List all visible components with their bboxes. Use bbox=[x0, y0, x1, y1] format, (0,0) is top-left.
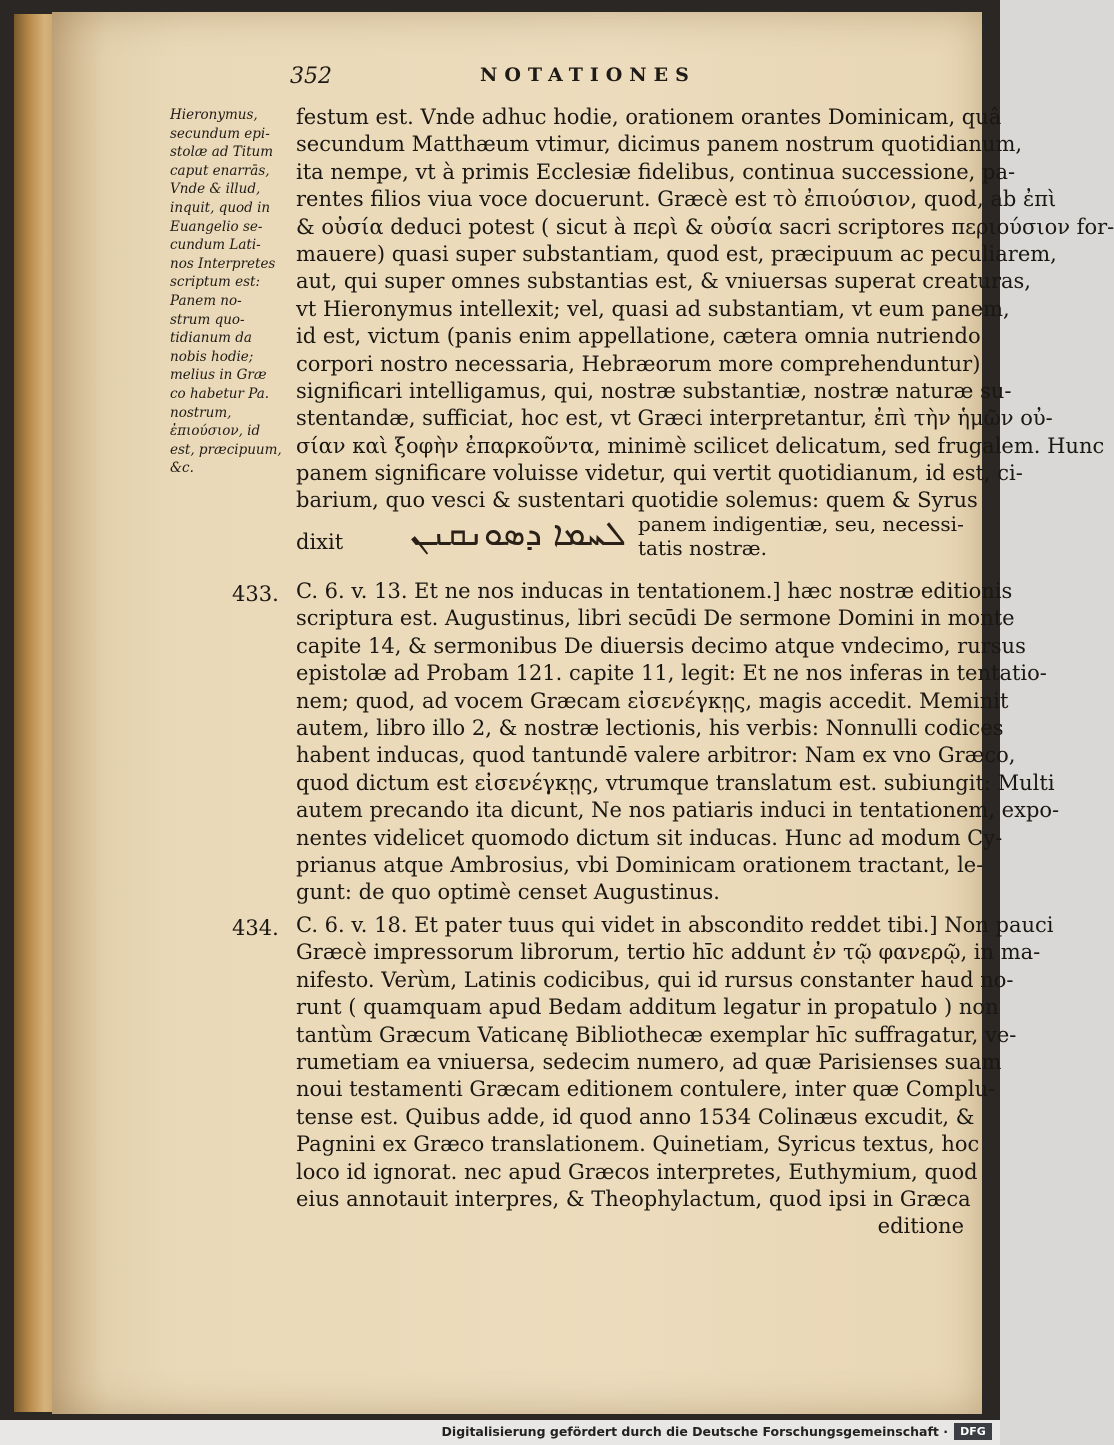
text-line: σίαν καὶ ξοφὴν ἐπαρκοῦντα, minimè scilicet delicatum, sed frugalem. Hunc bbox=[296, 433, 1105, 458]
text-line: panem significare voluisse videtur, qui vertit quotidianum, id est, ci- bbox=[296, 461, 1023, 486]
text-line: C. 6. v. 18. Et pater tuus qui videt in abscondito reddet tibi.] Non pauci bbox=[296, 913, 1054, 937]
text-line: corpori nostro necessaria, Hebræorum more comprehenduntur) bbox=[296, 351, 981, 376]
text-line: nem; quod, ad vocem Græcam εἰσενέγκῃς, magis accedit. Meminit bbox=[296, 688, 1009, 713]
running-head bbox=[290, 64, 960, 104]
syriac-dixit: dixit bbox=[296, 530, 344, 554]
text-line: tense est. Quibus adde, id quod anno 1534 Colinæus excudit, & bbox=[296, 1104, 975, 1129]
text-line: secundum Matthæum vtimur, dicimus panem nostrum quotidianum, bbox=[296, 132, 1023, 157]
text-line: mauere) quasi super substantiam, quod est, præcipuum ac peculiarem, bbox=[296, 241, 1057, 266]
text-line: gunt: de quo optimè censet Augustinus. bbox=[296, 880, 720, 905]
text-line: id est, victum (panis enim appellatione, cætera omnia nutriendo bbox=[296, 324, 981, 349]
text-line: significari intelligamus, qui, nostræ substantiæ, nostræ naturæ su- bbox=[296, 378, 1012, 403]
text-line: prianus atque Ambrosius, vbi Dominicam orationem tractant, le- bbox=[296, 852, 984, 877]
page-number: 352 bbox=[290, 64, 332, 89]
text-line: autem precando ita dicunt, Ne nos patiaris induci in tentationem, expo- bbox=[296, 798, 1060, 823]
text-line: barium, quo vesci & sustentari quotidie solemus: quem & Syrus bbox=[296, 488, 978, 513]
dfg-logo: DFG bbox=[954, 1423, 992, 1440]
text-line: rumetiam ea vniuersa, sedecim numero, ad quæ Parisienses suam bbox=[296, 1049, 1002, 1074]
text-line: runt ( quamquam apud Bedam additum legatur in propatulo ) non bbox=[296, 995, 999, 1020]
body-paragraph-1 bbox=[296, 104, 1114, 515]
text-line: loco id ignorat. nec apud Græcos interpretes, Euthymium, quod bbox=[296, 1159, 978, 1184]
footer-bar bbox=[0, 1420, 1000, 1445]
text-line: scriptura est. Augustinus, libri secūdi De sermone Domini in monte bbox=[296, 606, 1015, 631]
text-line: ita nempe, vt à primis Ecclesiæ fidelibus, continua successione, pa- bbox=[296, 159, 1016, 184]
entry-433-text bbox=[296, 578, 1060, 907]
text-line: Græcè impressorum librorum, tertio hīc addunt ἐν τῷ φανερῷ, in ma- bbox=[296, 940, 1041, 965]
text-line: editione bbox=[877, 1214, 964, 1239]
text-line: Pagnini ex Græco translationem. Quinetiam, Syricus textus, hoc bbox=[296, 1132, 980, 1157]
text-line: quod dictum est εἰσενέγκῃς, vtrumque translatum est. subiungit: Multi bbox=[296, 770, 1055, 795]
text-line: habent inducas, quod tantundē valere arbitror: Nam ex vno Græco, bbox=[296, 743, 1016, 768]
text-line: festum est. Vnde adhuc hodie, orationem orantes Dominicam, quâ bbox=[296, 105, 1002, 129]
text-line: stentandæ, sufficiat, hoc est, vt Græci interpretantur, ἐπὶ τὴν ἡμῶν οὐ- bbox=[296, 406, 1053, 431]
text-line: vt Hieronymus intellexit; vel, quasi ad substantiam, vt eum panem, bbox=[296, 296, 1010, 321]
text-line: nifesto. Verùm, Latinis codicibus, qui id rursus constanter haud no- bbox=[296, 967, 1014, 992]
entry-434-text bbox=[296, 912, 1054, 1241]
text-line: rentes filios viua voce docuerunt. Græcè est τὸ ἐπιούσιον, quod, ab ἐπὶ bbox=[296, 187, 1057, 212]
entry-number: 433. bbox=[232, 582, 279, 606]
text-line: epistolæ ad Probam 121. capite 11, legit: Et ne nos inferas in tentatio- bbox=[296, 661, 1047, 686]
text-line: aut, qui super omnes substantias est, & vniuersas superat creaturas, bbox=[296, 269, 1031, 294]
syriac-gloss-line: panem indigentiæ, seu, necessi- bbox=[638, 512, 964, 536]
footer-credit: Digitalisierung gefördert durch die Deutsche Forschungsgemeinschaft · bbox=[441, 1424, 948, 1439]
entry-number: 434. bbox=[232, 916, 279, 940]
syriac-script: ܠܚܡܐ ܕܣܘܢܩܢܢ bbox=[410, 514, 626, 554]
text-line: tantùm Græcum Vaticanę Bibliothecæ exemplar hīc suffragatur, ve- bbox=[296, 1022, 1017, 1047]
text-line: C. 6. v. 13. Et ne nos inducas in tentationem.] hæc nostræ editionis bbox=[296, 579, 1013, 603]
syriac-gloss bbox=[638, 512, 964, 560]
text-line: & οὐσία deduci potest ( sicut à περὶ & οὐσία sacri scriptores περιούσιον for- bbox=[296, 214, 1114, 239]
text-line: autem, libro illo 2, & nostræ lectionis, his verbis: Nonnulli codices bbox=[296, 715, 1004, 740]
syriac-citation bbox=[296, 512, 964, 564]
text-line: noui testamenti Græcam editionem contulere, inter quæ Complu- bbox=[296, 1077, 996, 1102]
text-line: nentes videlicet quomodo dictum sit inducas. Hunc ad modum Cy- bbox=[296, 825, 1003, 850]
margin-note: Hieronymus, secundum epi- stolæ ad Titum caput enarrās, Vnde & illud, inquit, quod in Euangelio se- cundum Lati- nos Interpretes scriptum est: Panem no- strum quo- tidianum da nobis hodie; melius in Græ co habetur Pa. nostrum, ἐπιούσιον, id est, præcipuum, &c. bbox=[170, 107, 282, 477]
text-line: capite 14, & sermonibus De diuersis decimo atque vndecimo, rursus bbox=[296, 633, 1026, 658]
running-title: NOTATIONES bbox=[480, 64, 696, 86]
text-line: eius annotauit interpres, & Theophylactum, quod ipsi in Græca bbox=[296, 1186, 971, 1211]
syriac-gloss-line: tatis nostræ. bbox=[638, 536, 767, 560]
